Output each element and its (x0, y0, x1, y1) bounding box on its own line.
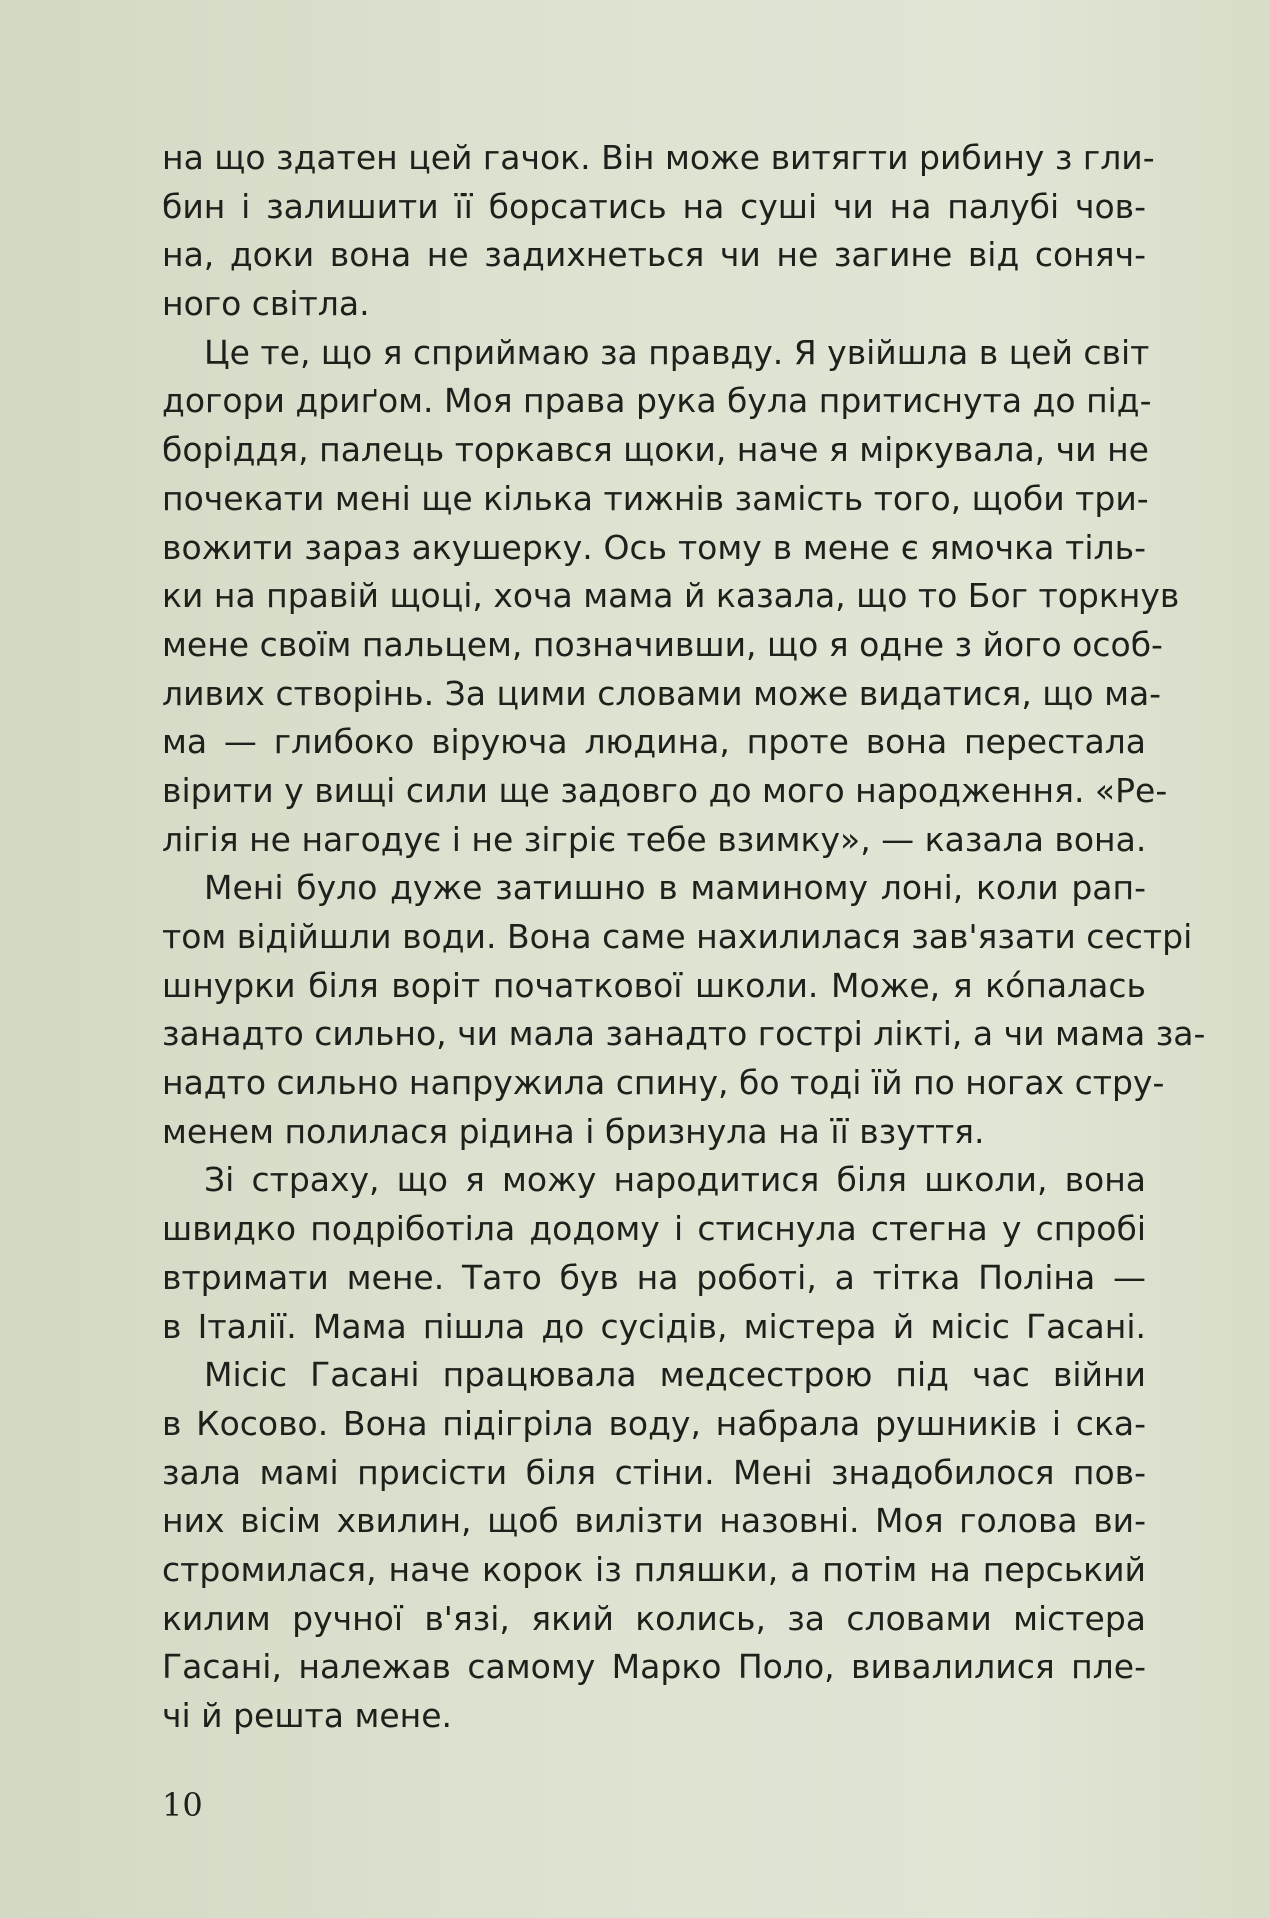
text-line: в Італії. Мама пішла до сусідів, містера й місіс Гасані. (162, 1306, 1146, 1346)
text-line: чі й решта мене. (162, 1696, 453, 1735)
text-line: ливих створінь. За цими словами може видатися, що ма- (162, 673, 1162, 713)
text-line: втримати мене. Тато був на роботі, а тітка Поліна — (162, 1257, 1146, 1297)
text-line: почекати мені ще кілька тижнів замість того, щоби три- (162, 478, 1149, 518)
text-line: менем полилася рідина і бризнула на її взуття. (162, 1111, 985, 1151)
text-line: бин і залишити її борсатись на суші чи на палубі чов- (162, 186, 1146, 226)
text-line: зала мамі присісти біля стіни. Мені знадобилося пов- (162, 1452, 1146, 1492)
page-number: 10 (162, 1786, 203, 1824)
text-line: на що здатен цей гачок. Він може витягти рибину з гли- (162, 138, 1155, 177)
text-line: ки на правій щоці, хоча мама й казала, що то Бог торкнув (162, 576, 1180, 616)
text-line: швидко подріботіла додому і стиснула стегна у спробі (162, 1209, 1146, 1249)
text-line: стромилася, наче корок із пляшки, а потім на перський (162, 1549, 1146, 1589)
paragraph-first-line: Зі страху, що я можу народитися біля школи, вона (204, 1160, 1146, 1200)
text-line: шнурки біля воріт початкової школи. Може, я кóпалась (162, 965, 1146, 1005)
text-line: ного світла. (162, 284, 370, 324)
text-line: догори дриґом. Моя права рука була притиснута до під- (162, 381, 1152, 421)
text-line: лігія не нагодує і не зігріє тебе взимку», — казала вона. (162, 819, 1147, 859)
text-line: боріддя, палець торкався щоки, наче я міркувала, чи не (162, 430, 1149, 470)
text-line: вірити у вищі сили ще задовго до мого народження. «Ре- (162, 770, 1168, 810)
text-line: в Косово. Вона підігріла воду, набрала рушників і ска- (162, 1403, 1146, 1443)
text-line: ма — глибоко віруюча людина, проте вона перестала (162, 722, 1146, 762)
text-line: вожити зараз акушерку. Ось тому в мене є ямочка тіль- (162, 527, 1146, 567)
text-line: мене своїм пальцем, позначивши, що я одне з його особ- (162, 624, 1163, 664)
text-line: надто сильно напружила спину, бо тоді їй по ногах стру- (162, 1063, 1165, 1103)
text-line: них вісім хвилин, щоб вилізти назовні. Моя голова ви- (162, 1501, 1146, 1541)
text-line: том відійшли води. Вона саме нахилилася зав'язати сестрі (162, 917, 1193, 956)
text-line: занадто сильно, чи мала занадто гострі лікті, а чи мама за- (162, 1014, 1206, 1054)
paragraph-first-line: Мені було дуже затишно в маминому лоні, коли рап- (204, 868, 1146, 908)
text-line: на, доки вона не задихнеться чи не загине від соняч- (162, 235, 1146, 275)
text-line: Гасані, належав самому Марко Поло, вивалилися пле- (162, 1647, 1146, 1687)
paragraph-first-line: Місіс Гасані працювала медсестрою під час війни (204, 1355, 1146, 1395)
text-line: килим ручної в'язі, який колись, за словами містера (162, 1598, 1146, 1638)
body-text (162, 134, 1206, 1741)
paragraph-first-line: Це те, що я сприймаю за правду. Я увійшла в цей світ (204, 332, 1150, 372)
